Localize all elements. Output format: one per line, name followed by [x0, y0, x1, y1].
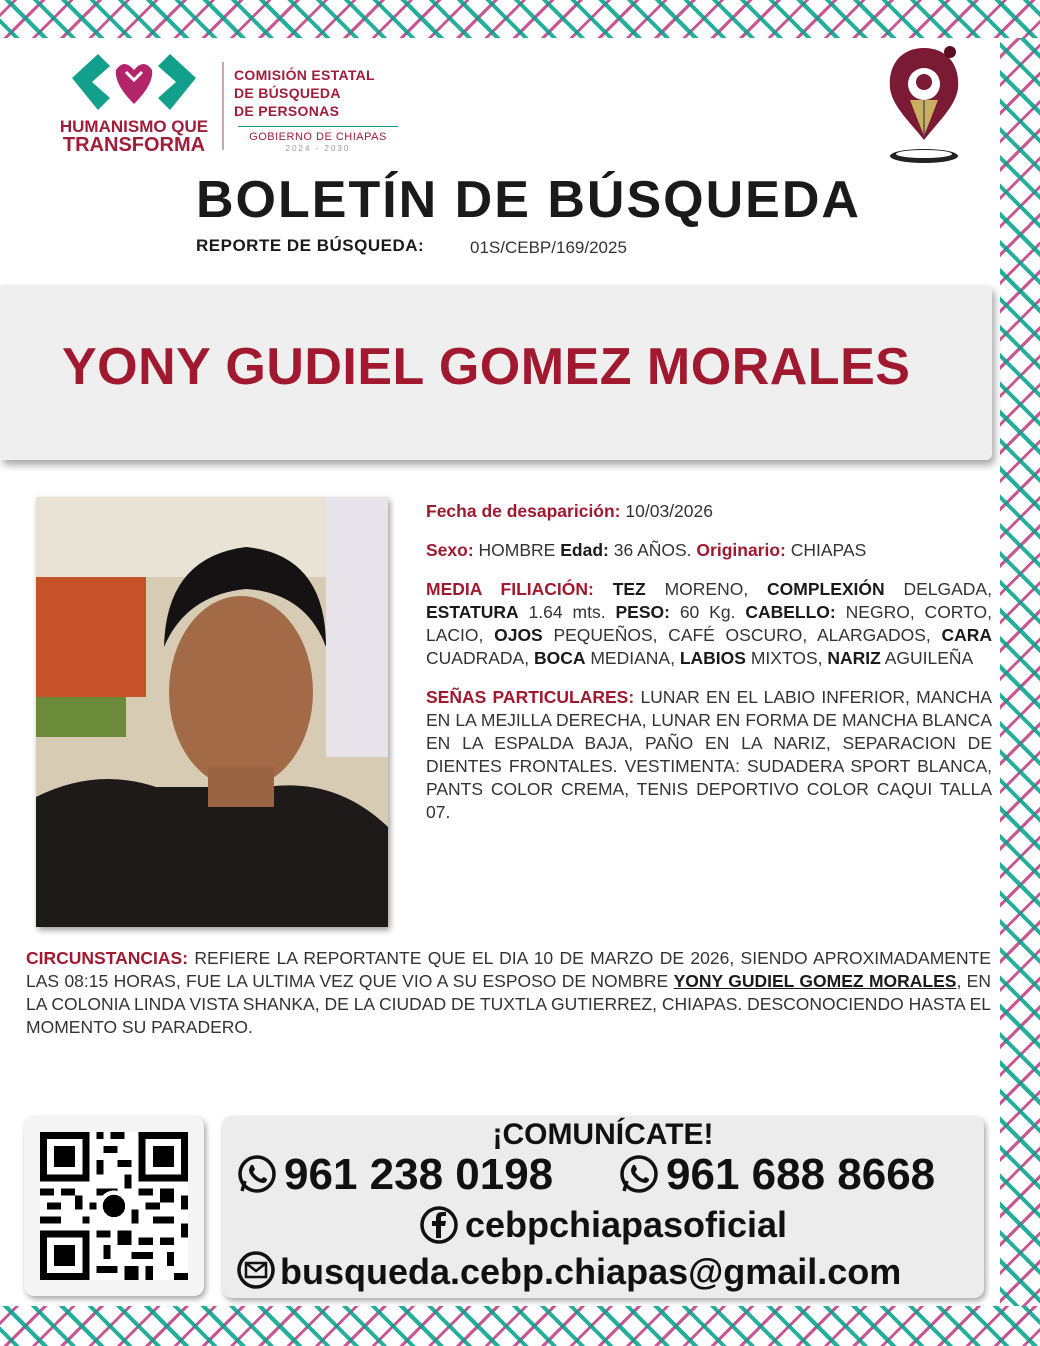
peso-value: 60 Kg.: [679, 602, 736, 622]
boca-value: MEDIANA,: [590, 648, 675, 668]
phone-1[interactable]: [236, 1150, 553, 1200]
org-line-2: DE BÚSQUEDA: [234, 85, 341, 101]
senas-value: LUNAR EN EL LABIO INFERIOR, MANCHA EN LA MEJILLA DERECHA, LUNAR EN FORMA DE MANCHA BLANCA EN LA ESPALDA BAJA, PAÑO EN LA NARIZ, SEPARACION DE DIENTES FRONTALES. VESTIMENTA: SUDADERA SPORT BLANCA, PANTS COLOR CREMA, TENIS DEPORTIVO COLOR CAQUI TALLA 07.: [426, 687, 992, 822]
age-label: Edad:: [560, 540, 609, 560]
demographics-row: [426, 539, 992, 562]
peso-label: PESO:: [615, 602, 670, 622]
whatsapp-icon: [236, 1153, 278, 1195]
tez-value: MORENO,: [664, 579, 749, 599]
distinguishing-marks: [426, 686, 992, 824]
org-line-3: DE PERSONAS: [234, 103, 340, 119]
email-link[interactable]: [236, 1250, 901, 1293]
circumstances-label: CIRCUNSTANCIAS:: [26, 948, 189, 968]
cabello-value: NEGRO, CORTO, LACIO,: [426, 602, 992, 645]
physical-description: [426, 578, 992, 670]
origin-label: Originario:: [696, 540, 786, 560]
qr-code-card: [24, 1116, 204, 1296]
disappearance-date-row: [426, 500, 992, 523]
logo-line-1: HUMANISMO QUE: [59, 117, 209, 136]
complexion-label: COMPLEXIÓN: [767, 579, 885, 599]
boca-label: BOCA: [533, 648, 586, 668]
circumstances-text-2: , EN LA COLONIA LINDA VISTA SHANKA, DE LA CIUDAD DE TUXTLA GUTIERREZ, CHIAPAS. DESCONOCIENDO HASTA EL MOMENTO SU PARADERO.: [26, 971, 991, 1037]
ojos-label: OJOS: [494, 625, 543, 645]
org-name: [234, 66, 375, 120]
phone-2[interactable]: [618, 1150, 935, 1200]
sex-value: HOMBRE: [478, 540, 556, 560]
complexion-value: DELGADA,: [903, 579, 992, 599]
estatura-value: 1.64 mts.: [528, 602, 606, 622]
report-number: 01S/CEBP/169/2025: [470, 238, 627, 257]
org-line-1: COMISIÓN ESTATAL: [234, 67, 375, 83]
humanismo-mark-icon: [62, 48, 206, 114]
header-divider: [222, 62, 224, 150]
circumstances-name: YONY GUDIEL GOMEZ MORALES: [673, 971, 957, 991]
date-label: Fecha de desaparición:: [426, 501, 621, 521]
labios-label: LABIOS: [679, 648, 746, 668]
date-value: 10/03/2026: [625, 501, 713, 521]
name-banner: [0, 285, 992, 460]
circumstances-text-1: REFIERE LA REPORTANTE QUE EL DIA 10 DE MARZO DE 2026, SIENDO APROXIMADAMENTE LAS 08:15 HORAS, FUE LA ULTIMA VEZ QUE VIO A SU ESPOSO DE NOMBRE: [26, 948, 991, 991]
contact-card: [222, 1116, 984, 1298]
decorative-border-top: [0, 0, 1040, 38]
person-photo: [36, 497, 388, 927]
contact-heading: ¡COMUNÍCATE!: [492, 1118, 714, 1151]
facebook-handle: cebpchiapasoficial: [464, 1204, 788, 1245]
nariz-value: AGUILEÑA: [884, 648, 974, 668]
qr-code-icon[interactable]: [40, 1132, 188, 1280]
labios-value: MIXTOS,: [750, 648, 823, 668]
senas-label: SEÑAS PARTICULARES:: [426, 687, 635, 707]
whatsapp-icon: [618, 1153, 660, 1195]
gobierno-years: 2024 - 2030: [285, 144, 351, 153]
decorative-border-bottom: [0, 1306, 1040, 1346]
tez-label: TEZ: [612, 579, 646, 599]
estatura-label: ESTATURA: [426, 602, 519, 622]
circumstances: [26, 947, 991, 1039]
sex-label: Sexo:: [426, 540, 474, 560]
search-commission-emblem-icon: [884, 44, 964, 166]
nariz-label: NARIZ: [827, 648, 881, 668]
filiacion-label: MEDIA FILIACIÓN:: [426, 579, 594, 599]
age-value: 36 AÑOS.: [613, 540, 692, 560]
phone-2-number: 961 688 8668: [666, 1150, 936, 1199]
bulletin-title: BOLETÍN DE BÚSQUEDA: [196, 171, 861, 229]
cabello-label: CABELLO:: [745, 602, 836, 622]
phone-1-number: 961 238 0198: [284, 1150, 554, 1199]
email-address: busqueda.cebp.chiapas@gmail.com: [280, 1251, 902, 1292]
person-photo-image: [36, 497, 388, 927]
humanismo-text: [52, 118, 216, 155]
facebook-icon: [419, 1205, 459, 1245]
gobierno-label: [238, 126, 398, 153]
decorative-border-right: [1000, 38, 1040, 1306]
ojos-value: PEQUEÑOS, CAFÉ OSCURO, ALARGADOS,: [553, 625, 931, 645]
cara-value: CUADRADA,: [426, 648, 530, 668]
person-details: [426, 500, 992, 840]
origin-value: CHIAPAS: [790, 540, 867, 560]
facebook-link[interactable]: [222, 1204, 984, 1246]
humanismo-logo: [52, 48, 216, 160]
mail-icon: [236, 1250, 276, 1290]
report-label: REPORTE DE BÚSQUEDA:: [196, 236, 425, 255]
gobierno-text: GOBIERNO DE CHIAPAS: [249, 131, 387, 143]
logo-line-2: TRANSFORMA: [62, 134, 206, 156]
cara-label: CARA: [941, 625, 992, 645]
person-name: YONY GUDIEL GOMEZ MORALES: [62, 338, 911, 396]
